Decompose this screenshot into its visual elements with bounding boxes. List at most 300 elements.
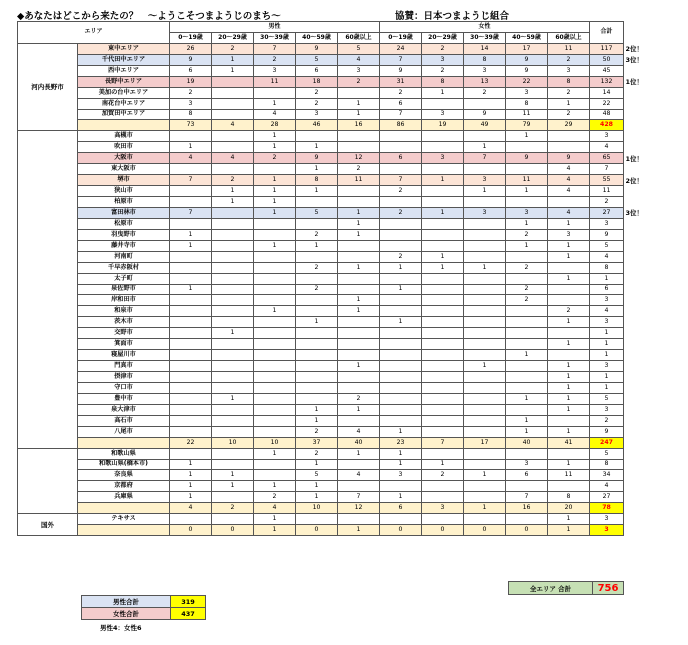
row-total: 45 xyxy=(590,65,624,76)
table-row xyxy=(18,426,624,437)
male-cell: 1 xyxy=(170,481,212,492)
subtotal-female: 0 xyxy=(380,525,422,536)
female-cell: 1 xyxy=(464,361,506,372)
area-label: 富田林市 xyxy=(78,207,170,218)
female-cell: 3 xyxy=(464,207,506,218)
female-cell: 1 xyxy=(548,393,590,404)
female-cell: 1 xyxy=(422,175,464,186)
table-row xyxy=(18,470,624,481)
male-cell xyxy=(212,273,254,284)
male-cell: 1 xyxy=(338,262,380,273)
male-cell: 1 xyxy=(212,65,254,76)
female-cell: 6 xyxy=(380,153,422,164)
subtotal-male: 2 xyxy=(212,503,254,514)
male-cell: 5 xyxy=(296,207,338,218)
male-cell: 1 xyxy=(254,481,296,492)
female-cell: 7 xyxy=(380,175,422,186)
female-cell: 1 xyxy=(548,426,590,437)
table-row xyxy=(18,448,624,459)
female-cell xyxy=(464,426,506,437)
female-cell xyxy=(506,164,548,175)
male-cell xyxy=(338,142,380,153)
table-row xyxy=(18,109,624,120)
male-total-value: 319 xyxy=(171,596,206,608)
male-cell: 1 xyxy=(170,459,212,470)
male-cell xyxy=(170,317,212,328)
male-cell xyxy=(338,186,380,197)
subtotal-male: 0 xyxy=(296,525,338,536)
male-cell xyxy=(212,109,254,120)
subtotal-male: 46 xyxy=(296,120,338,131)
female-cell xyxy=(464,164,506,175)
female-cell xyxy=(464,273,506,284)
female-cell: 1 xyxy=(506,415,548,426)
table-row xyxy=(18,131,624,142)
subtotal-total: 78 xyxy=(590,503,624,514)
male-cell: 1 xyxy=(170,284,212,295)
male-cell xyxy=(296,339,338,350)
female-cell xyxy=(422,492,464,503)
female-cell xyxy=(548,481,590,492)
area-header: エリア xyxy=(18,22,170,44)
area-label: 高槻市 xyxy=(78,131,170,142)
subtotal-label xyxy=(78,437,170,448)
area-label: 和泉市 xyxy=(78,306,170,317)
male-cell: 1 xyxy=(296,459,338,470)
female-cell: 1 xyxy=(464,470,506,481)
female-cell xyxy=(548,131,590,142)
table-row xyxy=(18,382,624,393)
female-cell: 2 xyxy=(506,284,548,295)
male-cell xyxy=(170,339,212,350)
age-header: 60歳以上 xyxy=(338,32,380,43)
rank-label: 3位！ xyxy=(625,209,644,218)
male-cell xyxy=(212,448,254,459)
male-cell: 1 xyxy=(254,98,296,109)
female-cell: 11 xyxy=(506,175,548,186)
male-cell xyxy=(296,131,338,142)
table-row xyxy=(18,164,624,175)
female-cell: 3 xyxy=(506,87,548,98)
row-total: 5 xyxy=(590,448,624,459)
subtotal-female: 1 xyxy=(548,525,590,536)
table-row xyxy=(18,98,624,109)
male-cell: 1 xyxy=(254,240,296,251)
table-row xyxy=(18,65,624,76)
row-total: 14 xyxy=(590,87,624,98)
subtotal-female: 23 xyxy=(380,437,422,448)
row-total: 34 xyxy=(590,470,624,481)
male-cell xyxy=(212,492,254,503)
female-cell xyxy=(422,240,464,251)
subtotal-female: 0 xyxy=(464,525,506,536)
female-cell xyxy=(380,197,422,208)
male-cell xyxy=(212,131,254,142)
table-row xyxy=(18,372,624,383)
female-cell: 9 xyxy=(506,153,548,164)
female-cell xyxy=(506,448,548,459)
subtotal-total: 247 xyxy=(590,437,624,448)
table-row xyxy=(18,350,624,361)
female-cell xyxy=(548,350,590,361)
area-label: 長野中エリア xyxy=(78,76,170,87)
female-cell xyxy=(464,492,506,503)
female-cell: 11 xyxy=(506,109,548,120)
female-cell: 3 xyxy=(422,153,464,164)
female-cell: 1 xyxy=(506,240,548,251)
subtotal-female: 41 xyxy=(548,437,590,448)
male-cell: 5 xyxy=(296,470,338,481)
male-cell: 1 xyxy=(212,328,254,339)
table-row xyxy=(18,295,624,306)
male-cell xyxy=(254,262,296,273)
male-cell: 4 xyxy=(338,470,380,481)
subtotal-male: 1 xyxy=(254,525,296,536)
subtotal-male: 28 xyxy=(254,120,296,131)
subtotal-female: 0 xyxy=(422,525,464,536)
male-cell xyxy=(212,262,254,273)
female-cell xyxy=(422,317,464,328)
row-total: 5 xyxy=(590,240,624,251)
male-cell: 1 xyxy=(296,415,338,426)
female-cell xyxy=(422,218,464,229)
female-cell xyxy=(506,404,548,415)
female-cell: 1 xyxy=(422,251,464,262)
male-cell xyxy=(254,470,296,481)
female-cell: 3 xyxy=(548,229,590,240)
table-row xyxy=(18,404,624,415)
male-cell xyxy=(212,142,254,153)
header-row xyxy=(18,22,624,33)
male-cell: 1 xyxy=(296,404,338,415)
female-cell: 8 xyxy=(506,98,548,109)
subtotal-male: 4 xyxy=(170,503,212,514)
male-cell: 3 xyxy=(254,65,296,76)
female-cell xyxy=(506,339,548,350)
female-cell: 8 xyxy=(422,76,464,87)
row-total: 9 xyxy=(590,229,624,240)
male-cell xyxy=(254,393,296,404)
male-cell xyxy=(338,131,380,142)
female-cell: 2 xyxy=(380,186,422,197)
female-cell xyxy=(548,142,590,153)
male-cell: 11 xyxy=(254,76,296,87)
female-cell xyxy=(506,372,548,383)
male-cell: 5 xyxy=(296,54,338,65)
female-cell xyxy=(380,350,422,361)
table-row xyxy=(18,514,624,525)
female-cell xyxy=(380,142,422,153)
male-cell xyxy=(254,339,296,350)
female-cell xyxy=(422,426,464,437)
female-cell xyxy=(464,514,506,525)
table-row xyxy=(18,229,624,240)
table-row xyxy=(18,492,624,503)
female-cell xyxy=(380,393,422,404)
male-cell: 1 xyxy=(170,492,212,503)
male-cell xyxy=(212,218,254,229)
female-cell: 1 xyxy=(380,317,422,328)
area-label: 門真市 xyxy=(78,361,170,372)
female-cell xyxy=(422,164,464,175)
male-cell xyxy=(338,350,380,361)
female-cell xyxy=(464,448,506,459)
grand-total-value: 756 xyxy=(593,582,624,595)
female-cell: 1 xyxy=(422,459,464,470)
male-cell: 1 xyxy=(338,306,380,317)
male-cell xyxy=(296,197,338,208)
table-row xyxy=(18,393,624,404)
female-cell xyxy=(422,131,464,142)
row-total: 55 xyxy=(590,175,624,186)
subtotal-female: 6 xyxy=(380,503,422,514)
female-cell xyxy=(464,197,506,208)
female-cell xyxy=(422,382,464,393)
male-cell xyxy=(212,251,254,262)
female-header: 女性 xyxy=(380,22,590,33)
male-cell: 3 xyxy=(170,98,212,109)
subtotal-male: 12 xyxy=(338,503,380,514)
female-cell: 2 xyxy=(506,295,548,306)
female-cell xyxy=(464,328,506,339)
male-cell xyxy=(212,339,254,350)
area-label: 茨木市 xyxy=(78,317,170,328)
age-header: 20～29歳 xyxy=(422,32,464,43)
female-cell: 3 xyxy=(506,459,548,470)
area-label: 交野市 xyxy=(78,328,170,339)
male-cell xyxy=(254,295,296,306)
total-header: 合計 xyxy=(590,22,624,44)
male-cell xyxy=(296,393,338,404)
row-total: 27 xyxy=(590,492,624,503)
row-total: 8 xyxy=(590,459,624,470)
row-total: 1 xyxy=(590,382,624,393)
male-cell: 1 xyxy=(212,393,254,404)
male-cell xyxy=(338,284,380,295)
male-cell xyxy=(254,164,296,175)
male-cell xyxy=(296,382,338,393)
male-cell xyxy=(170,361,212,372)
row-total: 5 xyxy=(590,393,624,404)
age-header: 40～59歳 xyxy=(506,32,548,43)
area-label: テキサス xyxy=(78,514,170,525)
area-label: 羽曳野市 xyxy=(78,229,170,240)
male-cell: 1 xyxy=(254,142,296,153)
female-cell xyxy=(380,229,422,240)
female-cell: 3 xyxy=(464,65,506,76)
area-label: 東大阪市 xyxy=(78,164,170,175)
male-cell xyxy=(254,251,296,262)
female-cell xyxy=(464,317,506,328)
male-cell xyxy=(338,87,380,98)
table-row xyxy=(18,262,624,273)
male-cell: 1 xyxy=(254,207,296,218)
subtotal-label xyxy=(78,120,170,131)
male-cell xyxy=(212,404,254,415)
table-row xyxy=(18,197,624,208)
male-cell xyxy=(212,361,254,372)
rank-label: 2位！ xyxy=(625,45,644,54)
female-cell: 24 xyxy=(380,43,422,54)
female-cell xyxy=(422,448,464,459)
area-label: 西中エリア xyxy=(78,65,170,76)
subtotal-row xyxy=(18,525,624,536)
subtotal-male: 40 xyxy=(338,437,380,448)
male-cell xyxy=(296,361,338,372)
table-row xyxy=(18,207,624,218)
row-total: 2 xyxy=(590,197,624,208)
male-cell xyxy=(338,372,380,383)
female-cell xyxy=(464,251,506,262)
group-label: 河内長野市 xyxy=(18,43,78,131)
female-cell: 4 xyxy=(548,164,590,175)
subtotal-total: 3 xyxy=(590,525,624,536)
male-cell xyxy=(296,251,338,262)
female-cell xyxy=(380,131,422,142)
female-cell xyxy=(422,284,464,295)
male-cell xyxy=(338,328,380,339)
female-cell xyxy=(464,372,506,383)
area-label: 太子町 xyxy=(78,273,170,284)
area-label: 豊中市 xyxy=(78,393,170,404)
male-cell: 2 xyxy=(212,43,254,54)
female-cell xyxy=(464,240,506,251)
female-cell xyxy=(422,339,464,350)
female-cell xyxy=(506,481,548,492)
female-cell: 2 xyxy=(422,470,464,481)
male-cell xyxy=(170,197,212,208)
male-cell xyxy=(338,273,380,284)
female-cell: 1 xyxy=(506,350,548,361)
male-cell xyxy=(170,393,212,404)
male-cell: 2 xyxy=(212,175,254,186)
row-total: 3 xyxy=(590,131,624,142)
female-cell: 2 xyxy=(380,87,422,98)
area-label: 千早赤阪村 xyxy=(78,262,170,273)
row-total: 3 xyxy=(590,295,624,306)
female-cell: 7 xyxy=(506,492,548,503)
male-cell xyxy=(170,350,212,361)
male-cell: 11 xyxy=(338,175,380,186)
male-cell xyxy=(170,186,212,197)
male-cell: 1 xyxy=(170,229,212,240)
female-cell xyxy=(422,372,464,383)
area-label: 和歌山県(橋本市) xyxy=(78,459,170,470)
grand-total-row xyxy=(508,581,624,595)
female-cell xyxy=(380,339,422,350)
table-row xyxy=(18,142,624,153)
female-cell xyxy=(422,481,464,492)
female-cell xyxy=(422,197,464,208)
row-total: 4 xyxy=(590,306,624,317)
female-cell: 1 xyxy=(548,218,590,229)
male-cell: 1 xyxy=(254,186,296,197)
area-label: 河南町 xyxy=(78,251,170,262)
area-label: 松原市 xyxy=(78,218,170,229)
row-total: 65 xyxy=(590,153,624,164)
male-cell xyxy=(212,207,254,218)
female-cell: 14 xyxy=(464,43,506,54)
female-cell xyxy=(422,295,464,306)
male-cell xyxy=(212,240,254,251)
female-cell xyxy=(464,131,506,142)
female-cell: 1 xyxy=(380,284,422,295)
female-cell: 3 xyxy=(380,470,422,481)
male-cell: 2 xyxy=(296,284,338,295)
subtotal-label xyxy=(78,525,170,536)
female-cell: 7 xyxy=(464,153,506,164)
female-cell: 1 xyxy=(548,273,590,284)
area-label: 藤井寺市 xyxy=(78,240,170,251)
gender-ratio: 男性4：女性6 xyxy=(100,624,142,632)
male-cell xyxy=(254,382,296,393)
area-label: 兵庫県 xyxy=(78,492,170,503)
area-label: 堺市 xyxy=(78,175,170,186)
subtotal-male: 4 xyxy=(254,503,296,514)
male-cell: 2 xyxy=(338,76,380,87)
subtotal-male: 16 xyxy=(338,120,380,131)
female-cell xyxy=(464,218,506,229)
female-cell xyxy=(506,328,548,339)
male-cell xyxy=(170,295,212,306)
male-cell xyxy=(338,481,380,492)
male-cell: 3 xyxy=(296,109,338,120)
female-cell xyxy=(506,361,548,372)
male-cell xyxy=(212,317,254,328)
female-cell xyxy=(422,404,464,415)
male-cell: 1 xyxy=(212,186,254,197)
female-cell xyxy=(506,197,548,208)
female-cell: 3 xyxy=(506,207,548,218)
table-row xyxy=(18,251,624,262)
male-cell: 2 xyxy=(296,448,338,459)
visitor-table xyxy=(17,21,624,536)
male-cell: 2 xyxy=(296,426,338,437)
row-total: 2 xyxy=(590,415,624,426)
subtotal-female: 3 xyxy=(422,503,464,514)
area-label: 箕面市 xyxy=(78,339,170,350)
table-row xyxy=(18,459,624,470)
subtotal-male: 22 xyxy=(170,437,212,448)
grand-total-label: 全エリア 合計 xyxy=(509,582,593,595)
male-cell: 1 xyxy=(296,317,338,328)
female-cell: 6 xyxy=(380,98,422,109)
male-cell xyxy=(296,306,338,317)
rank-label: 2位！ xyxy=(625,176,644,185)
male-cell: 4 xyxy=(170,153,212,164)
row-total: 3 xyxy=(590,218,624,229)
female-cell xyxy=(380,218,422,229)
age-header: 20～29歳 xyxy=(212,32,254,43)
subtotal-male: 73 xyxy=(170,120,212,131)
female-cell xyxy=(464,306,506,317)
male-cell xyxy=(170,218,212,229)
male-cell: 6 xyxy=(170,65,212,76)
male-cell: 1 xyxy=(212,470,254,481)
male-cell xyxy=(170,514,212,525)
male-cell: 1 xyxy=(254,306,296,317)
female-cell: 4 xyxy=(548,175,590,186)
subtotal-male: 1 xyxy=(338,525,380,536)
female-cell xyxy=(506,382,548,393)
male-cell: 1 xyxy=(338,109,380,120)
female-cell: 2 xyxy=(548,306,590,317)
area-label: 京都府 xyxy=(78,481,170,492)
subtotal-label xyxy=(78,503,170,514)
female-cell xyxy=(548,262,590,273)
area-label: 柏原市 xyxy=(78,197,170,208)
female-cell: 3 xyxy=(464,175,506,186)
